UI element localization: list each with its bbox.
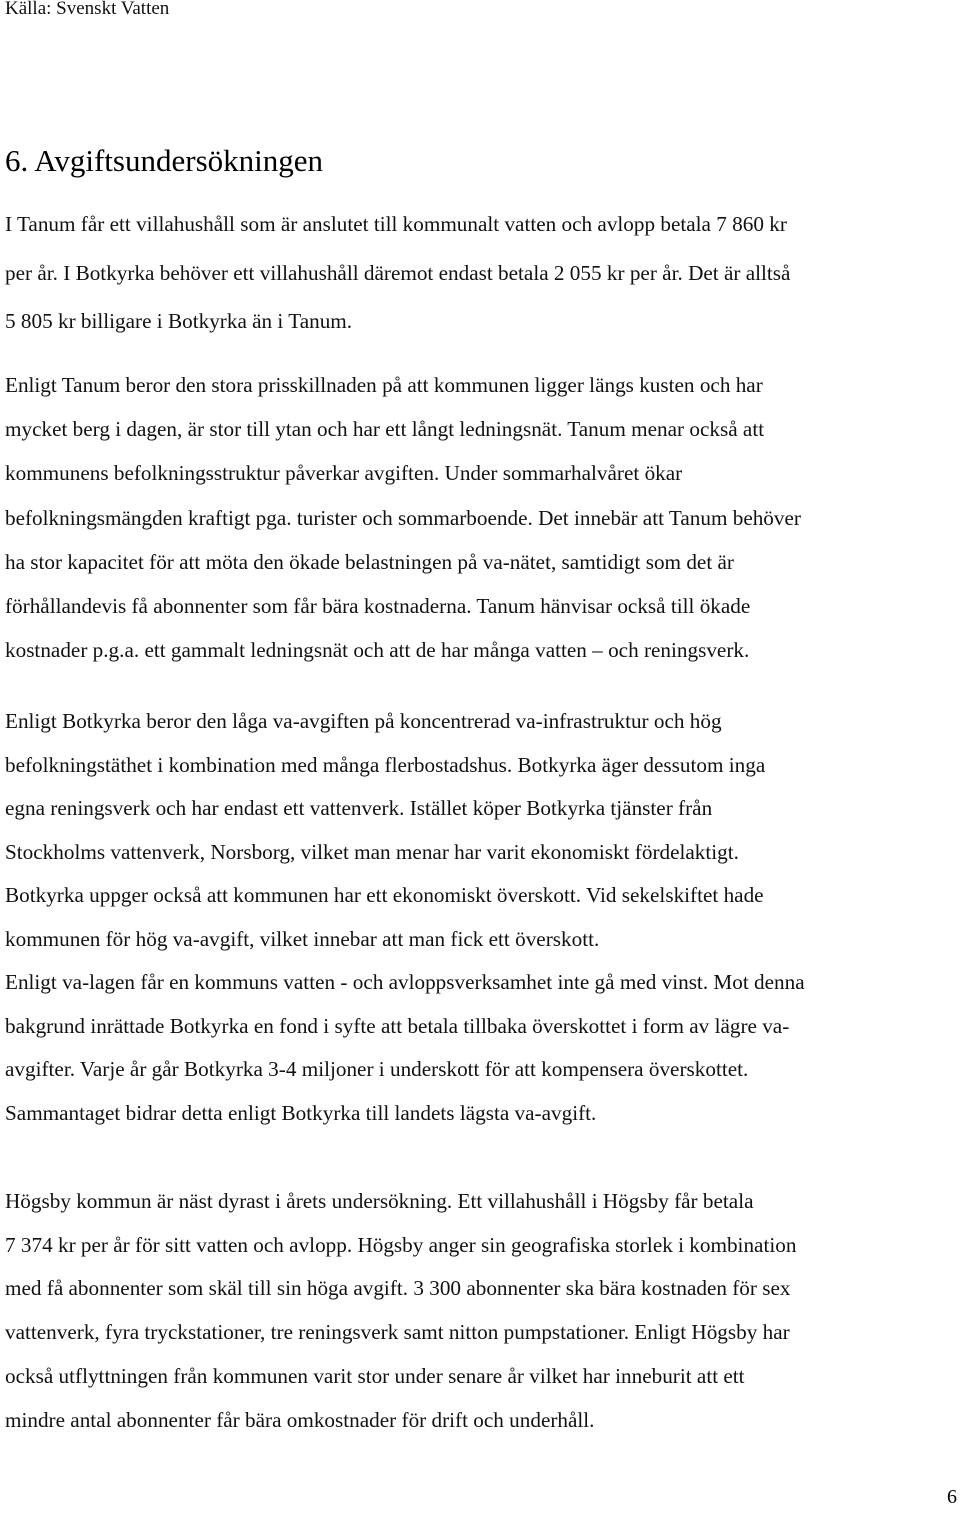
text-line: med få abonnenter som skäl till sin höga avgift. 3 300 abonnenter ska bära kostnaden för sex [5, 1276, 791, 1301]
paragraph-botkyrka-explanation [5, 700, 960, 1135]
text-line: förhållandevis få abonnenter som får bära kostnaderna. Tanum hänvisar också till ökade [5, 594, 751, 619]
page-number: 6 [947, 1486, 957, 1508]
text-line: Högsby kommun är näst dyrast i årets undersökning. Ett villahushåll i Högsby får betala [5, 1189, 754, 1213]
text-line: Stockholms vattenverk, Norsborg, vilket man menar har varit ekonomiskt fördelaktigt. [5, 839, 739, 864]
source-caption: Källa: Svenskt Vatten [5, 0, 170, 19]
text-line: egna reningsverk och har endast ett vattenverk. Istället köper Botkyrka tjänster från [5, 796, 713, 820]
text-line: bakgrund inrättade Botkyrka en fond i syfte att betala tillbaka överskottet i form av lägre va- [5, 1013, 790, 1038]
paragraph-hogsby-explanation [5, 1180, 960, 1442]
text-line: 7 374 kr per år för sitt vatten och avlopp. Högsby anger sin geografiska storlek i kombination [5, 1232, 797, 1257]
text-line: Enligt Botkyrka beror den låga va-avgiften på koncentrerad va-infrastruktur och hög [5, 709, 722, 733]
text-line: ha stor kapacitet för att möta den ökade belastningen på va-nätet, samtidigt som det är [5, 549, 734, 574]
text-line: Botkyrka uppger också att kommunen har ett ekonomiskt överskott. Vid sekelskiftet hade [5, 883, 764, 907]
text-line: vattenverk, fyra tryckstationer, tre reningsverk samt nitton pumpstationer. Enligt Högsby har [5, 1320, 790, 1345]
paragraph-price-comparison [5, 200, 960, 346]
text-line: Enligt Tanum beror den stora prisskillnaden på att kommunen ligger längs kusten och har [5, 373, 763, 397]
text-line: Enligt va-lagen får en kommuns vatten - och avloppsverksamhet inte gå med vinst. Mot denna [5, 970, 805, 994]
text-line: också utflyttningen från kommunen varit stor under senare år vilket har inneburit att ett [5, 1363, 745, 1388]
text-line: 5 805 kr billigare i Botkyrka än i Tanum. [5, 309, 353, 333]
text-line: mycket berg i dagen, är stor till ytan och har ett långt ledningsnät. Tanum menar också att [5, 417, 765, 442]
text-line: avgifter. Varje år går Botkyrka 3-4 miljoner i underskott för att kompensera överskottet. [5, 1057, 749, 1081]
text-line: per år. I Botkyrka behöver ett villahushåll däremot endast betala 2 055 kr per år. Det är alltså [5, 260, 791, 285]
text-line: Sammantaget bidrar detta enligt Botkyrka till landets lägsta va-avgift. [5, 1100, 597, 1125]
text-line: befolkningstäthet i kombination med många flerbostadshus. Botkyrka äger dessutom inga [5, 752, 766, 777]
text-line: befolkningsmängden kraftigt pga. turister och sommarboende. Det innebär att Tanum behöver [5, 505, 801, 530]
text-line: kommunens befolkningsstruktur påverkar avgiften. Under sommarhalvåret ökar [5, 461, 683, 486]
paragraph-tanum-explanation [5, 363, 960, 672]
text-line: kommunen för hög va-avgift, vilket innebar att man fick ett överskott. [5, 926, 600, 951]
text-line: kostnader p.g.a. ett gammalt ledningsnät och att de har många vatten – och reningsverk. [5, 638, 750, 663]
text-line: mindre antal abonnenter får bära omkostnader för drift och underhåll. [5, 1407, 595, 1432]
section-heading: 6. Avgiftsundersökningen [5, 143, 324, 178]
text-line: I Tanum får ett villahushåll som är anslutet till kommunalt vatten och avlopp betala 7 860 kr [5, 212, 787, 236]
